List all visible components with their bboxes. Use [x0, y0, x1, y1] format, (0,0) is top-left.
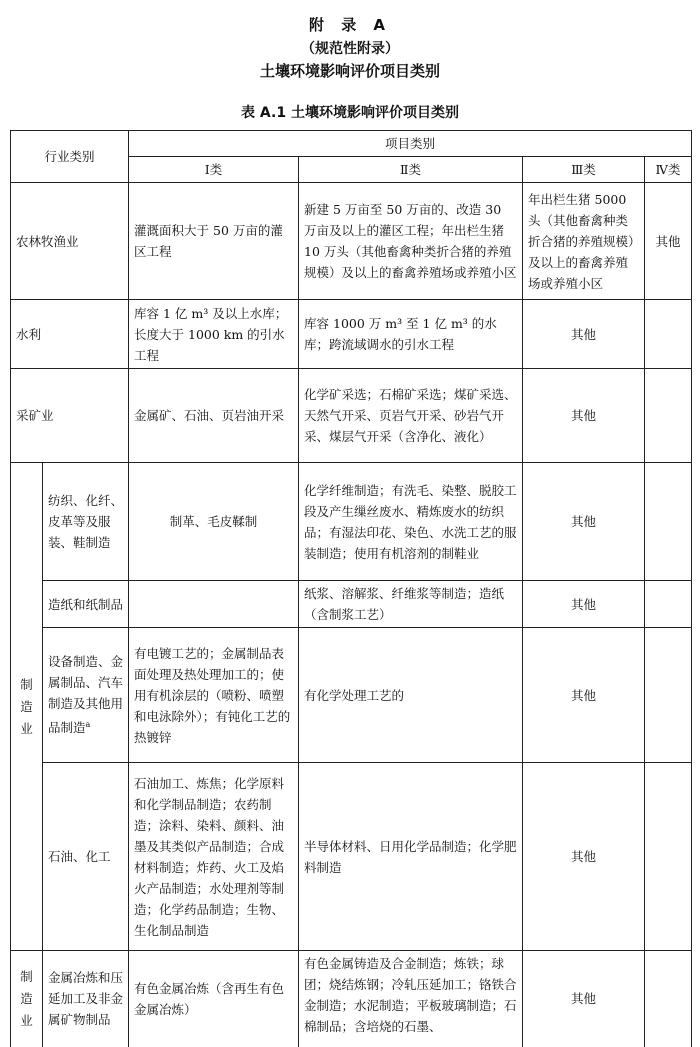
textile-class-2: 化学纤维制造；有洗毛、染整、脱胶工段及产生缫丝废水、精炼废水的纺织品；有湿法印花、染色、水洗工艺的服装制造；使用有机溶剂的制鞋业: [299, 463, 523, 581]
paper-class-3: 其他: [523, 581, 645, 628]
petro-class-3: 其他: [523, 763, 645, 951]
agri-class-3: 年出栏生猪 5000 头（其他畜禽种类折合猪的养殖规模）及以上的畜禽养殖场或养殖小区: [523, 183, 645, 300]
equip-class-3: 其他: [523, 628, 645, 763]
document-title: 土壤环境影响评价项目类别: [259, 62, 440, 80]
metal-class-2: 有色金属铸造及合金制造；炼铁；球团；烧结炼钢；冷轧压延加工；铬铁合金制造；水泥制造；平板玻璃制造；石棉制品；含培烧的石墨、: [299, 951, 523, 1047]
normative-note: （规范性附录）: [301, 41, 399, 57]
agri-class-1: 灌溉面积大于 50 万亩的灌区工程: [129, 183, 299, 300]
table-title: 表 A.1 土壤环境影响评价项目类别: [241, 105, 459, 121]
petro-class-2: 半导体材料、日用化学品制造；化学肥料制造: [299, 763, 523, 951]
project-header: 项目类别: [129, 131, 692, 157]
water-class-3: 其他: [523, 300, 645, 369]
table-row: [11, 581, 692, 628]
water-class-4: [645, 300, 692, 369]
industry-water: 水利: [11, 300, 129, 369]
equip-class-4: [645, 628, 692, 763]
mining-class-4: [645, 369, 692, 463]
industry-agri: 农林牧渔业: [11, 183, 129, 300]
table-row: [11, 300, 692, 369]
industry-petrochem: 石油、化工: [43, 763, 129, 951]
paper-class-2: 纸浆、溶解浆、纤维浆等制造；造纸（含制浆工艺）: [299, 581, 523, 628]
agri-class-2: 新建 5 万亩至 50 万亩的、改造 30 万亩及以上的灌区工程；年出栏生猪 10 万头（其他畜禽种类折合猪的养殖规模）及以上的畜禽养殖场或养殖小区: [299, 183, 523, 300]
table-row: [11, 369, 692, 463]
textile-class-4: [645, 463, 692, 581]
classification-table: [10, 130, 692, 1047]
textile-class-1: 制革、毛皮鞣制: [129, 463, 299, 581]
petro-class-4: [645, 763, 692, 951]
metal-class-3: 其他: [523, 951, 645, 1047]
equip-class-2: 有化学处理工艺的: [299, 628, 523, 763]
industry-paper: 造纸和纸制品: [43, 581, 129, 628]
table-row: [11, 951, 692, 1047]
industry-header: 行业类别: [11, 131, 129, 183]
appendix-heading: 附 录 A: [308, 16, 392, 34]
mining-class-2: 化学矿采选；石棉矿采选；煤矿采选、天然气开采、页岩气开采、砂岩气开采、煤层气开采（含净化、液化）: [299, 369, 523, 463]
water-class-2: 库容 1000 万 m³ 至 1 亿 m³ 的水库；跨流域调水的引水工程: [299, 300, 523, 369]
table-row: [11, 463, 692, 581]
mining-class-3: 其他: [523, 369, 645, 463]
paper-class-1: [129, 581, 299, 628]
class-3-header: Ⅲ类: [523, 157, 645, 183]
industry-textile: 纺织、化纤、皮革等及服装、鞋制造: [43, 463, 129, 581]
paper-class-4: [645, 581, 692, 628]
table-row: [11, 628, 692, 763]
class-2-header: Ⅱ类: [299, 157, 523, 183]
table-row: [11, 183, 692, 300]
agri-class-4: 其他: [645, 183, 692, 300]
industry-metal: 金属冶炼和压延加工及非金属矿物制品: [43, 951, 129, 1047]
header-row-1: [11, 131, 692, 157]
petro-class-1: 石油加工、炼焦；化学原料和化学制品制造；农药制造；涂料、染料、颜料、油墨及其类似产品制造；合成材料制造；炸药、火工及焰火产品制造；水处理剂等制造；化学药品制造；生物、生化制品制造: [129, 763, 299, 951]
textile-class-3: 其他: [523, 463, 645, 581]
metal-class-4: [645, 951, 692, 1047]
mining-class-1: 金属矿、石油、页岩油开采: [129, 369, 299, 463]
class-4-header: Ⅳ类: [645, 157, 692, 183]
equip-class-1: 有电镀工艺的；金属制品表面处理及热处理加工的；使用有机涂层的（喷粉、喷塑和电泳除外）；有钝化工艺的热镀锌: [129, 628, 299, 763]
class-1-header: Ⅰ类: [129, 157, 299, 183]
industry-manufacturing: 制造业: [11, 463, 43, 951]
industry-mining: 采矿业: [11, 369, 129, 463]
industry-manufacturing-cont: 制造业: [11, 951, 43, 1047]
industry-equipment: 设备制造、金属制品、汽车制造及其他用品制造$^a$: [43, 628, 129, 763]
water-class-1: 库容 1 亿 m³ 及以上水库；长度大于 1000 km 的引水工程: [129, 300, 299, 369]
metal-class-1: 有色金属冶炼（含再生有色金属冶炼）: [129, 951, 299, 1047]
table-row: [11, 763, 692, 951]
